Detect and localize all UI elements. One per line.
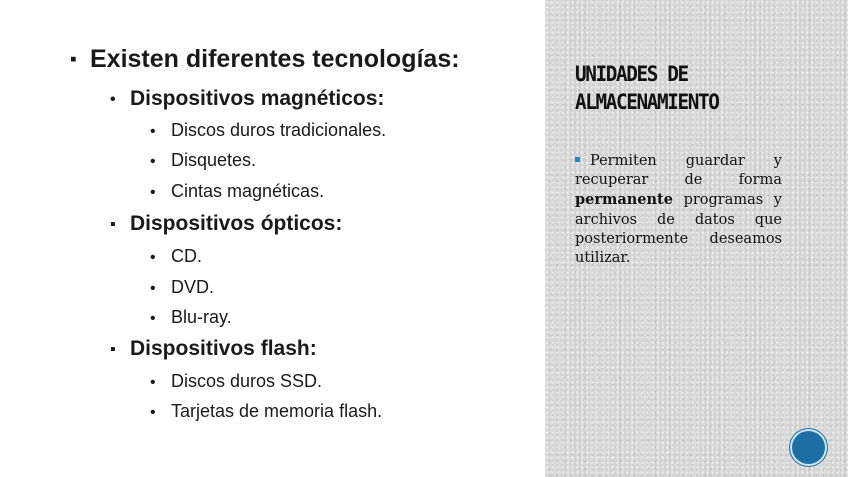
list-item-text: Disquetes.	[171, 150, 257, 170]
round-bullet-icon: •	[150, 404, 156, 421]
round-bullet-icon: •	[150, 123, 156, 140]
list-item-text: Cintas magnéticas.	[171, 181, 325, 201]
round-bullet-icon: •	[110, 91, 116, 108]
sidebar-description	[575, 152, 782, 268]
list-item	[150, 120, 386, 141]
round-bullet-icon: •	[150, 249, 156, 266]
list-item-text: Dispositivos ópticos:	[130, 212, 343, 235]
list-item-text: Dispositivos flash:	[130, 337, 317, 360]
list-item-text: Tarjetas de memoria flash.	[171, 401, 383, 421]
square-bullet-icon: ▪	[110, 216, 116, 233]
round-bullet-icon: •	[150, 310, 156, 327]
list-item	[150, 307, 232, 328]
list-item	[110, 212, 342, 236]
square-bullet-icon: ▪	[110, 341, 116, 358]
list-item	[150, 181, 324, 202]
list-item	[150, 277, 214, 298]
description-emphasis: permanente	[575, 191, 673, 209]
list-item-text: Dispositivos magnéticos:	[130, 87, 385, 110]
list-item-text: Discos duros tradicionales.	[171, 120, 387, 140]
round-bullet-icon: •	[150, 280, 156, 297]
description-text: programas y archivos de datos que posteriormente deseamos utilizar.	[575, 192, 782, 267]
list-item	[70, 45, 460, 74]
square-bullet-icon	[575, 157, 580, 162]
list-item	[110, 337, 317, 361]
list-item-text: Blu-ray.	[171, 307, 232, 327]
list-item	[150, 401, 382, 422]
list-item	[150, 371, 322, 392]
round-bullet-icon: •	[150, 153, 156, 170]
list-item	[150, 246, 202, 267]
list-item	[110, 87, 384, 111]
list-item-text: DVD.	[171, 277, 215, 297]
description-text: Permiten guardar y recuperar de forma	[575, 153, 782, 189]
sidebar-title-line: ALMACENAMIENTO	[575, 90, 719, 114]
sidebar-title-line: UNIDADES DE	[575, 62, 688, 86]
list-item-text: Discos duros SSD.	[171, 371, 323, 391]
list-item-text: CD.	[171, 246, 202, 266]
slide-nav-button[interactable]	[792, 431, 825, 464]
round-bullet-icon: •	[150, 184, 156, 201]
round-bullet-icon: •	[150, 374, 156, 391]
sidebar-title	[575, 60, 777, 116]
list-item-text: Existen diferentes tecnologías:	[90, 45, 460, 73]
list-item	[150, 150, 256, 171]
square-bullet-icon: ▪	[70, 49, 77, 70]
